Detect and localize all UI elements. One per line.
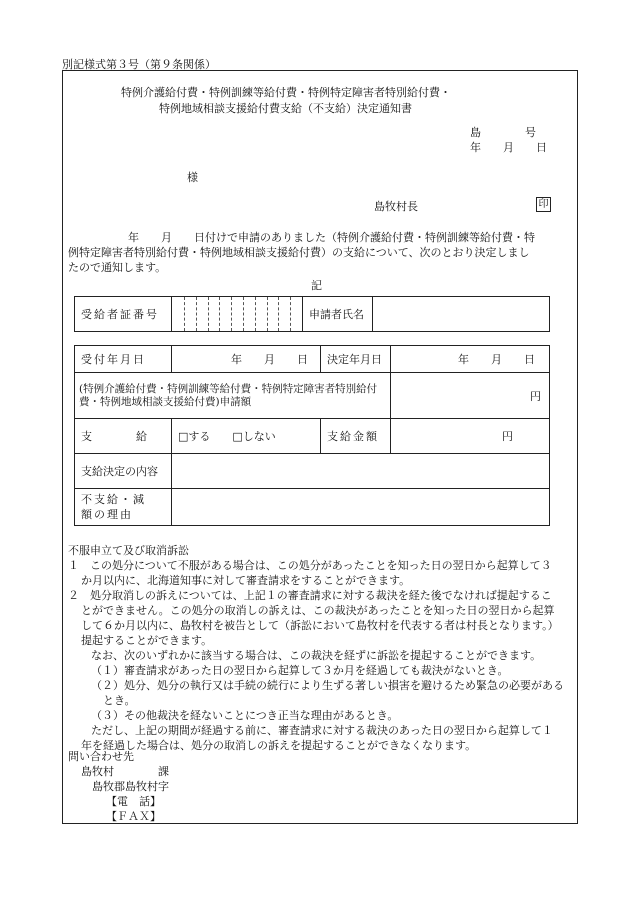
appeal-line: か月以内に、北海道知事に対して審査請求をすることができます。 (81, 574, 411, 587)
appeal-line: １ この処分について不服がある場合は、この処分があったことを知った日の翌日から起算して３ (68, 559, 552, 572)
decision-table (74, 345, 550, 526)
contact-phone: 【電 話】 (106, 795, 161, 808)
intro-line-2: 例特定障害者特別給付費・特例地域相談支援給付費）の支給について、次のとおり決定しまし (68, 246, 530, 259)
recipient-number-label: 受給者証番号 (75, 297, 172, 332)
appeal-line: とき。 (103, 694, 136, 707)
appeal-line: なお、次のいずれかに該当する場合は、この裁決を経ずに訴訟を提起することができます。 (91, 649, 542, 662)
addressee-suffix: 様 (187, 171, 198, 184)
applicant-name-label: 申請者氏名 (303, 297, 373, 332)
application-amount-label: (特例介護給付費・特例訓練等給付費・特例特定障害者特別給付費・特例地域相談支援給付費)申請額 (75, 373, 391, 419)
seal-mark: 印 (536, 197, 551, 212)
nonpayment-reason-label (75, 489, 172, 526)
contact-title: 問い合わせ先 (68, 750, 134, 763)
form-id: 別記様式第３号（第９条関係） (62, 58, 216, 71)
receipt-date-label: 受付年月日 (75, 346, 172, 373)
recipient-table (74, 296, 550, 332)
decision-date-value[interactable]: 年 月 日 (391, 346, 550, 373)
intro-line-3: たので通知します。 (68, 261, 167, 274)
appeal-line: ２ 処分取消しの訴えについては、上記１の審査請求に対する裁決を経た後でなければ提起するこ (68, 589, 552, 602)
application-amount-field[interactable] (391, 373, 550, 419)
recipient-number-field[interactable] (172, 297, 303, 332)
document-date: 年 月 日 (470, 141, 547, 154)
record-mark: 記 (311, 279, 322, 292)
receipt-date-value[interactable]: 年 月 日 (172, 346, 321, 373)
nonpayment-label-line-1: 不支給・減 (81, 493, 146, 506)
applicant-name-field[interactable] (373, 297, 550, 332)
contact-department: 島牧村 課 (81, 765, 169, 778)
appeal-line: 提起することができます。 (81, 634, 213, 647)
intro-line-1: 年 月 日付けで申請のありました（特例介護給付費・特例訓練等給付費・特 (128, 231, 535, 244)
appeal-line: とができません。この処分の取消しの訴えは、この裁決があったことを知った日の翌日から起算 (81, 604, 555, 617)
payment-amount-field[interactable] (391, 419, 550, 454)
payment-label: 支 給 (75, 419, 172, 454)
yen-unit-2: 円 (502, 430, 513, 443)
document-number: 島 号 (470, 126, 536, 139)
appeal-line: （１）審査請求があった日の翌日から起算して３か月を経過しても裁決がないとき。 (91, 664, 509, 677)
appeal-line: ただし、上記の期間が経過する前に、審査請求に対する裁決のあった日の翌日から起算して１ (91, 724, 553, 737)
payment-choice[interactable]: □する □しない (172, 419, 321, 454)
appeal-line: （２）処分、処分の執行又は手続の続行により生ずる著しい損害を避けるため緊急の必要がある (91, 679, 564, 692)
contact-address: 島牧郡島牧村字 (92, 780, 169, 793)
appeal-title: 不服申立て及び取消訴訟 (68, 544, 189, 557)
appeal-line: 年を経過した場合は、処分の取消しの訴えを提起することができなくなります。 (81, 739, 477, 752)
nonpayment-reason-field[interactable] (172, 489, 550, 526)
issuer-name: 島牧村長 (374, 200, 418, 213)
payment-amount-label: 支給金額 (321, 419, 391, 454)
decision-content-field[interactable] (172, 454, 550, 489)
appeal-line: して６か月以内に、島牧村を被告として（訴訟において島牧村を代表する者は村長となります。） (81, 619, 559, 632)
decision-date-label: 決定年月日 (321, 346, 391, 373)
nonpayment-label-line-2: 額の理由 (81, 508, 133, 521)
decision-content-label: 支給決定の内容 (75, 454, 172, 489)
yen-unit-1: 円 (530, 389, 541, 403)
title-line-1: 特例介護給付費・特例訓練等給付費・特例特定障害者特別給付費・ (121, 86, 451, 99)
appeal-line: （３）その他裁決を経ないことにつき正当な理由があるとき。 (91, 709, 399, 722)
contact-fax: 【ＦＡＸ】 (106, 810, 161, 823)
title-line-2: 特例地域相談支援給付費支給（不支給）決定通知書 (159, 102, 412, 115)
